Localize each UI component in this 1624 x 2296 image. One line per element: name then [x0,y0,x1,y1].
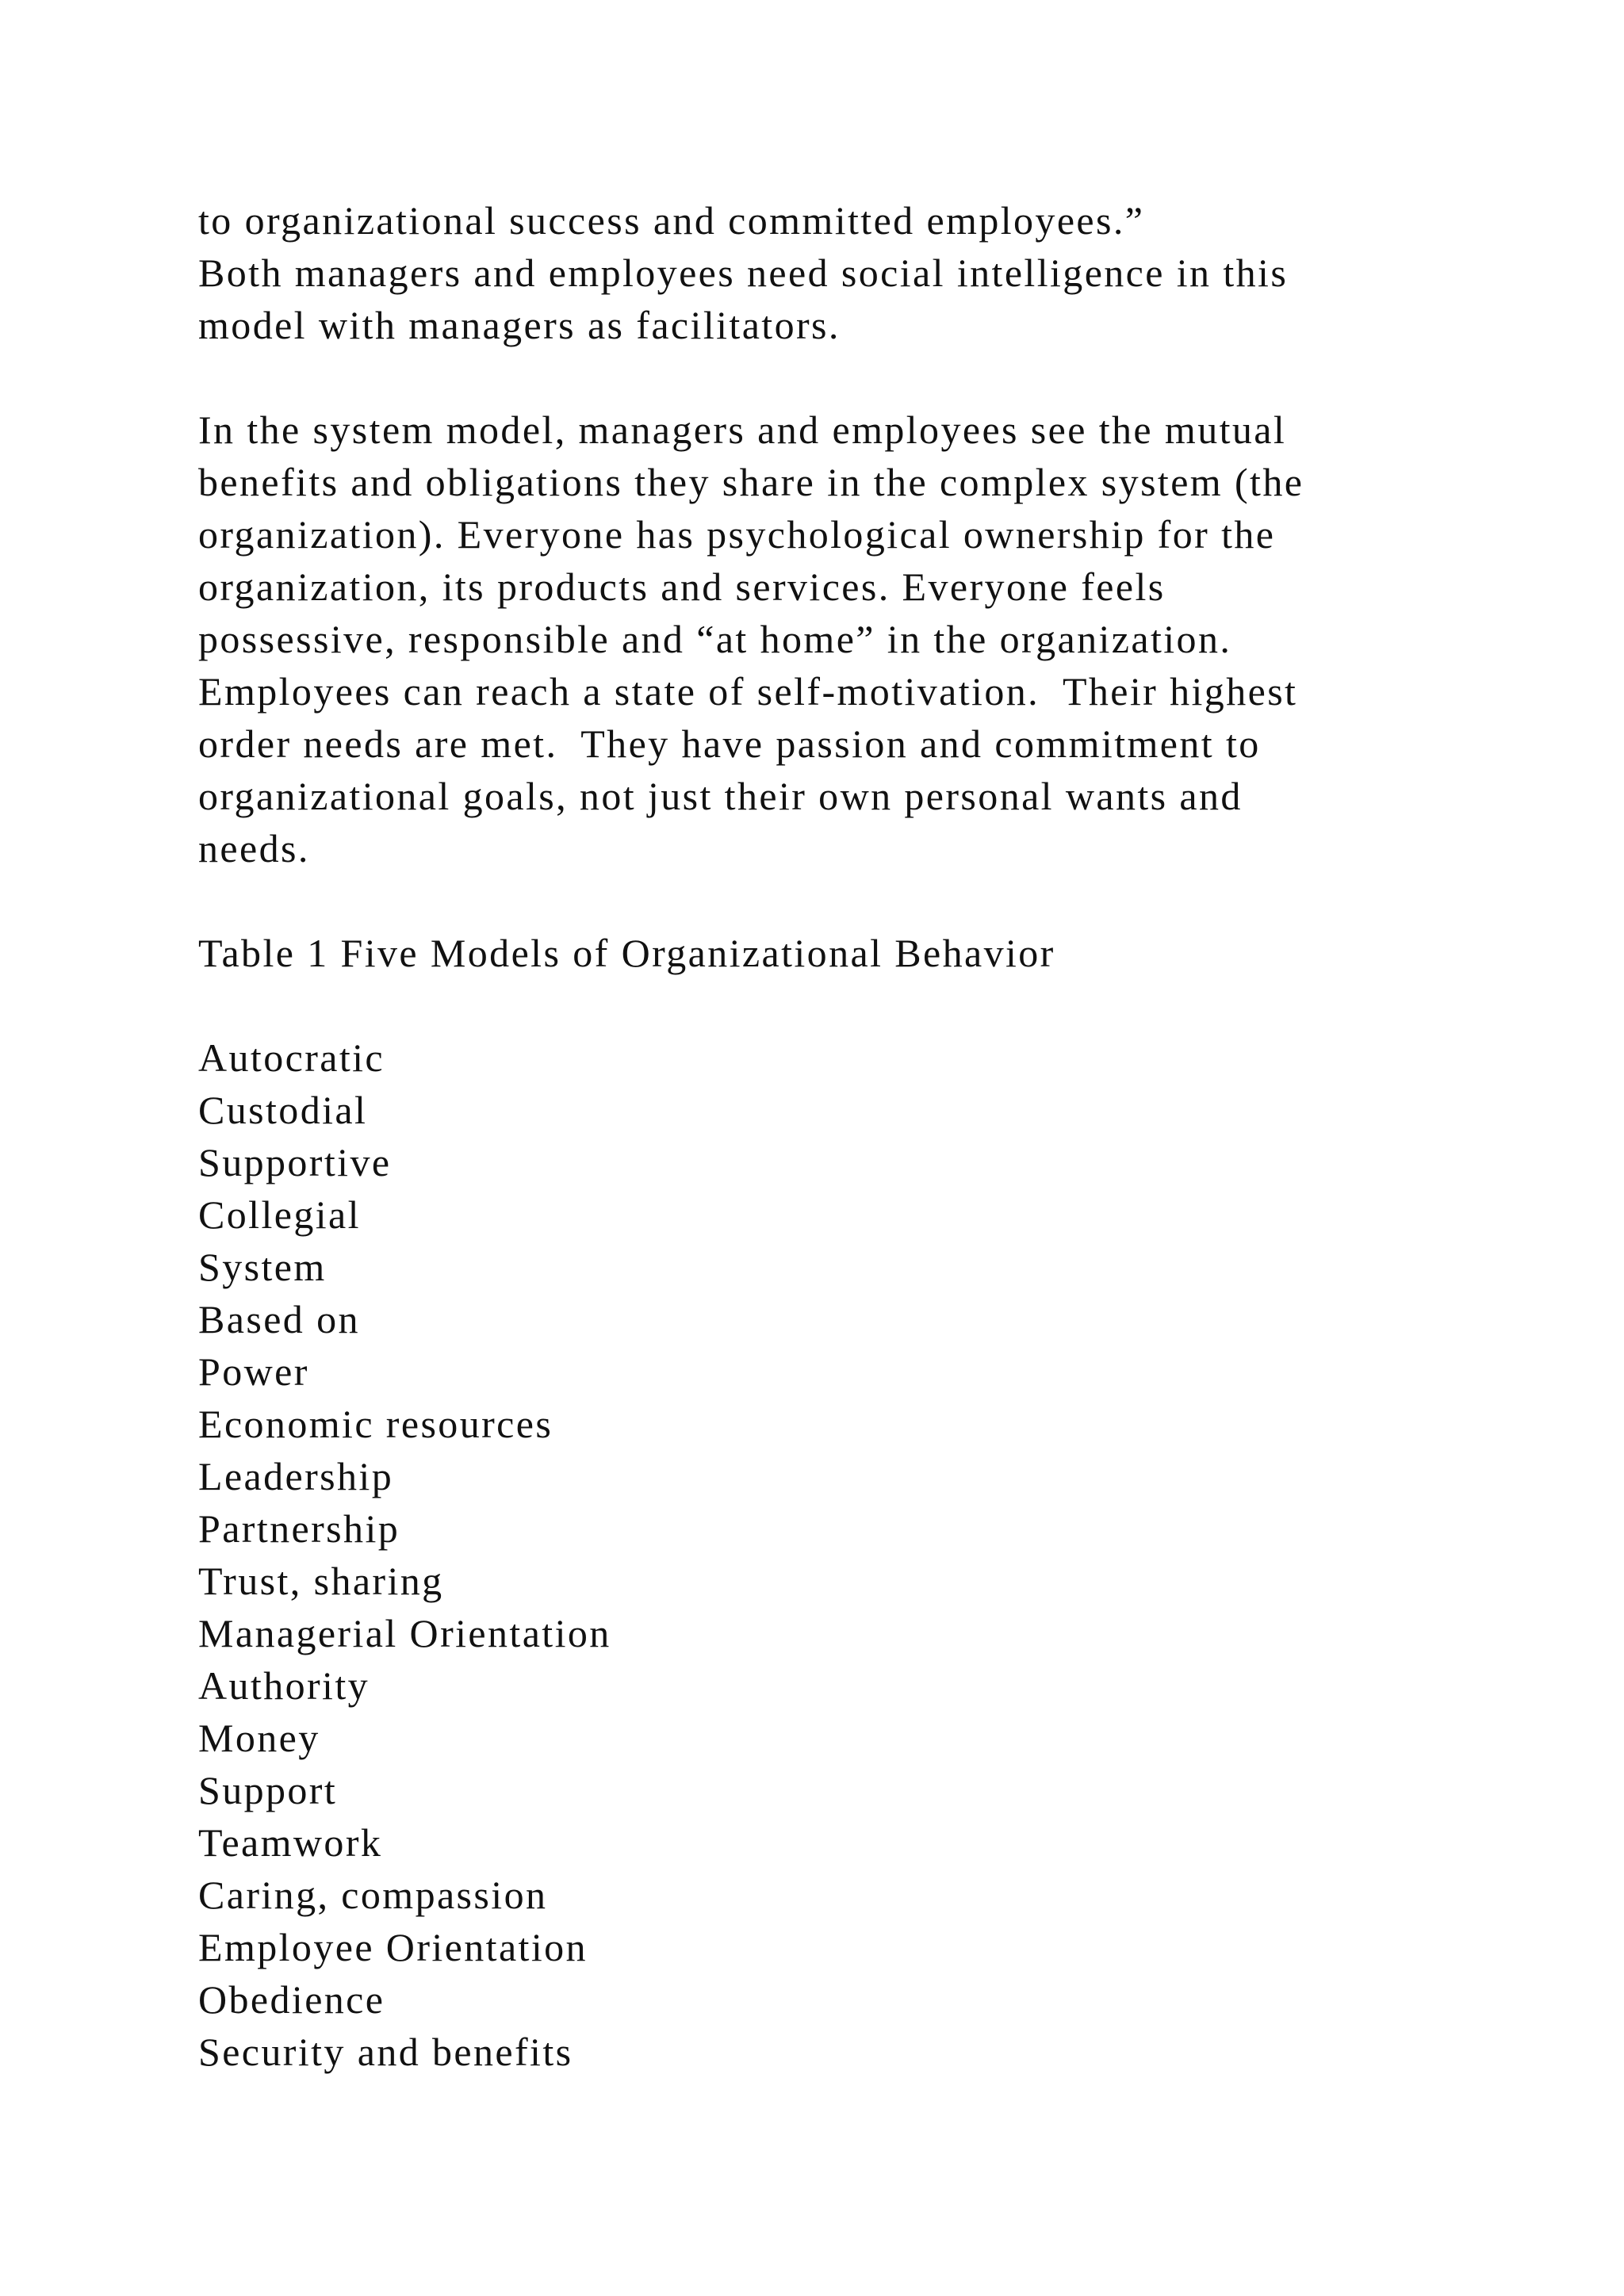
table-line: Security and benefits [198,2030,573,2074]
text-line: benefits and obligations they share in the complex system (the [198,460,1304,504]
document-body [198,194,1546,2078]
table-line: Partnership [198,1506,400,1551]
text-line: to organizational success and committed employees.” [198,198,1145,243]
table-line: Trust, sharing [198,1559,444,1603]
table-line: Money [198,1716,320,1760]
text-line: organization, its products and services. Everyone feels [198,564,1166,609]
table-line: Employee Orientation [198,1925,588,1969]
table-line: Caring, compassion [198,1873,548,1917]
table-line: Collegial [198,1192,361,1237]
table-line: Teamwork [198,1820,383,1865]
text-line: Employees can reach a state of self-motivation. Their highest [198,669,1298,714]
table-line: Autocratic [198,1035,385,1080]
paragraph-intro [198,194,1546,351]
text-line: Both managers and employees need social intelligence in this [198,251,1289,295]
table-content [198,1031,1546,2078]
text-line: model with managers as facilitators. [198,303,841,347]
text-line: needs. [198,826,310,871]
text-line: organizational goals, not just their own personal wants and [198,774,1243,818]
table-line: Supportive [198,1140,392,1184]
table-line: Power [198,1349,309,1394]
table-line: Economic resources [198,1402,553,1446]
paragraph-spacer [198,351,1546,404]
table-line: System [198,1245,327,1289]
text-line: In the system model, managers and employees see the mutual [198,408,1287,452]
table-line: Managerial Orientation [198,1611,611,1655]
table-line: Custodial [198,1088,368,1132]
table-title: Table 1 Five Models of Organizational Behavior [198,931,1055,975]
text-line: possessive, responsible and “at home” in the organization. [198,617,1232,661]
table-line: Obedience [198,1977,385,2022]
paragraph-system-model [198,404,1546,874]
table-line: Authority [198,1663,370,1708]
paragraph-spacer [198,979,1546,1031]
table-line: Based on [198,1297,360,1341]
table-line: Support [198,1768,338,1812]
paragraph-spacer [198,874,1546,927]
text-line: order needs are met. They have passion and commitment to [198,721,1261,766]
table-line: Leadership [198,1454,394,1498]
text-line: organization). Everyone has psychological ownership for the [198,512,1276,557]
